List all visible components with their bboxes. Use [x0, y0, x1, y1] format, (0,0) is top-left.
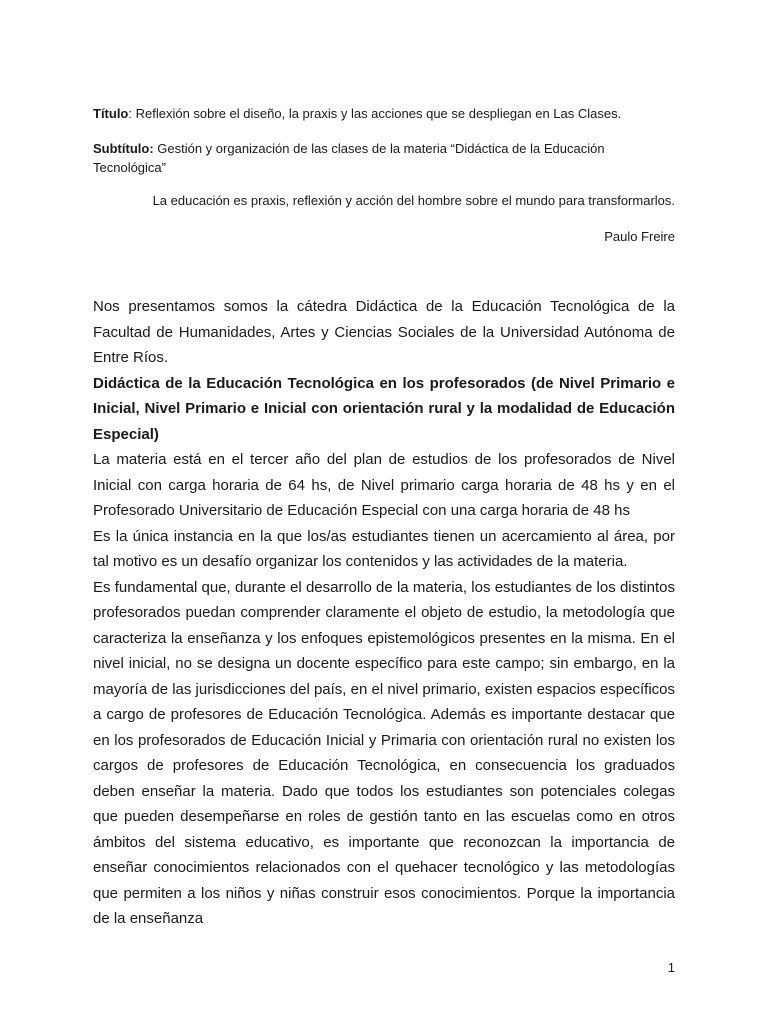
- subtitle-text: Gestión y organización de las clases de la materia “Didáctica de la Educación Tecnológica”: [93, 141, 605, 175]
- page-number: 1: [667, 960, 675, 975]
- section-heading-text: Didáctica de la Educación Tecnológica en los profesorados (de Nivel Primario e Inicial, Nivel Primario e Inicial con orientación rural y la modalidad de Educación Especial): [93, 374, 675, 443]
- document-subtitle: [93, 139, 675, 177]
- subtitle-label: Subtítulo:: [93, 141, 154, 156]
- title-label: Título: [93, 106, 129, 121]
- epigraph-quote: La educación es praxis, reflexión y acción del hombre sobre el mundo para transformarlos.: [152, 193, 675, 208]
- body-text: [93, 294, 675, 932]
- body-paragraph-hours: La materia está en el tercer año del plan de estudios de los profesorados de Nivel Inicial con carga horaria de 64 hs, de Nivel primario carga horaria de 48 hs y en el Profesorado Universitario de Educación Especial con una carga horaria de 48 hs: [93, 451, 675, 519]
- epigraph-author: Paulo Freire: [604, 229, 675, 244]
- title-text: : Reflexión sobre el diseño, la praxis y las acciones que se despliegan en Las Clases.: [128, 106, 622, 121]
- body-section-heading: [93, 371, 675, 448]
- body-paragraph-challenge: Es la única instancia en la que los/as estudiantes tienen un acercamiento al área, por tal motivo es un desafío organizar los contenidos y las actividades de la materia.: [93, 527, 675, 570]
- document-title: [93, 104, 675, 123]
- body-paragraph-intro: Nos presentamos somos la cátedra Didáctica de la Educación Tecnológica de la Facultad de Humanidades, Artes y Ciencias Sociales de la Universidad Autónoma de Entre Ríos.: [93, 298, 675, 366]
- body-paragraph-main: Es fundamental que, durante el desarrollo de la materia, los estudiantes de los distintos profesorados puedan comprender claramente el objeto de estudio, la metodología que caracteriza la enseñanza y los enfoques epistemológicos presentes en la misma. En el nivel inicial, no se designa un docente específico para este campo; sin embargo, en la mayoría de las jurisdicciones del país, en el nivel primario, existen espacios específicos a cargo de profesores de Educación Tecnológica. Además es importante destacar que en los profesorados de Educación Inicial y Primaria con orientación rural no existen los cargos de profesores de Educación Tecnológica, en consecuencia los graduados deben enseñar la materia. Dado que todos los estudiantes son potenciales colegas que pueden desempeñarse en roles de gestión tanto en las escuelas como en otros ámbitos del sistema educativo, es importante que reconozcan la importancia de enseñar conocimientos relacionados con el quehacer tecnológico y las metodologías que permiten a los niños y niñas construir esos conocimientos. Porque la importancia de la enseñanza: [93, 578, 675, 927]
